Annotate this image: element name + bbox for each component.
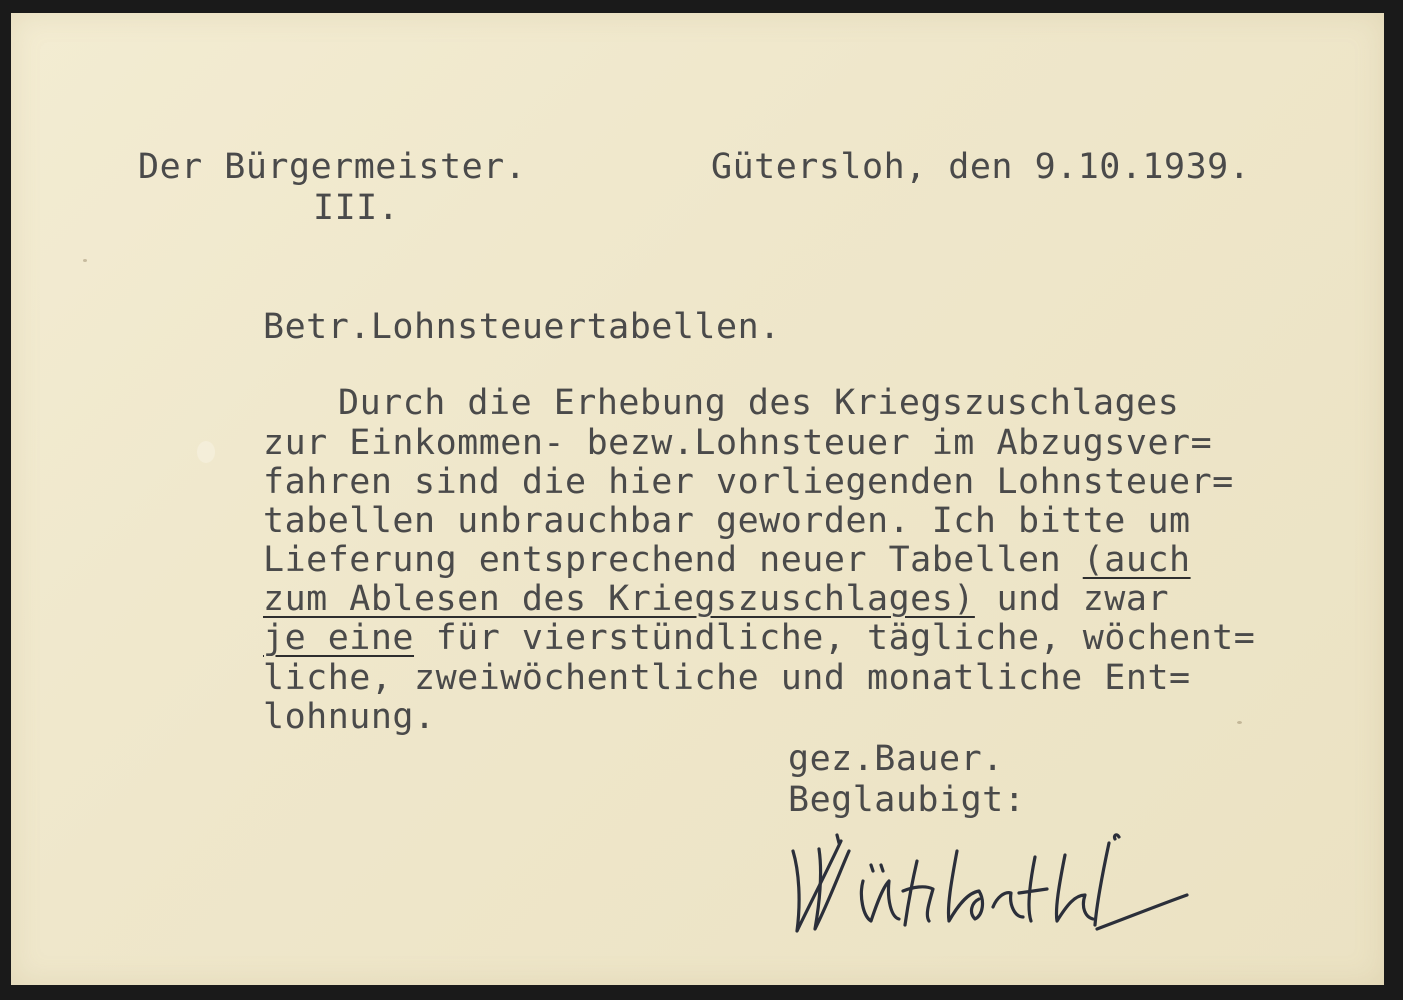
body-line-5-text: Lieferung entsprechend neuer Tabellen <box>263 540 1083 580</box>
sender-line: Der Bürgermeister. <box>138 147 527 187</box>
certified-line: Beglaubigt: <box>788 780 1026 820</box>
body-line-1: Durch die Erhebung des Kriegszuschlages <box>338 383 1180 423</box>
body-line-9: lohnung. <box>263 697 436 737</box>
department-line: III. <box>313 188 400 228</box>
signed-by-line: gez.Bauer. <box>788 739 1004 779</box>
body-line-5 <box>263 540 1191 580</box>
postcard <box>11 13 1384 985</box>
underlined-phrase-start: (auch <box>1082 540 1191 580</box>
place-date-line: Gütersloh, den 9.10.1939. <box>711 147 1251 187</box>
paper-speck <box>83 259 87 262</box>
body-line-6-text: und zwar <box>974 579 1170 619</box>
body-line-8: liche, zweiwöchentliche und monatliche Ent= <box>263 658 1191 698</box>
handwritten-signature <box>779 821 1199 951</box>
subject-line: Betr.Lohnsteuertabellen. <box>263 307 781 347</box>
body-line-7-text: für vierstündliche, tägliche, wöchent= <box>414 618 1256 658</box>
body-line-4: tabellen unbrauchbar geworden. Ich bitte um <box>263 501 1191 541</box>
underlined-je-eine: je eine <box>263 618 415 658</box>
body-line-7 <box>263 618 1256 658</box>
paper-stain <box>197 441 215 463</box>
body-line-2: zur Einkommen- bezw.Lohnsteuer im Abzugsver= <box>263 423 1213 463</box>
body-line-3: fahren sind die hier vorliegenden Lohnsteuer= <box>263 462 1234 502</box>
paper-speck <box>1237 721 1242 724</box>
body-line-6 <box>263 579 1170 619</box>
underlined-phrase-end: zum Ablesen des Kriegszuschlages) <box>263 579 975 619</box>
